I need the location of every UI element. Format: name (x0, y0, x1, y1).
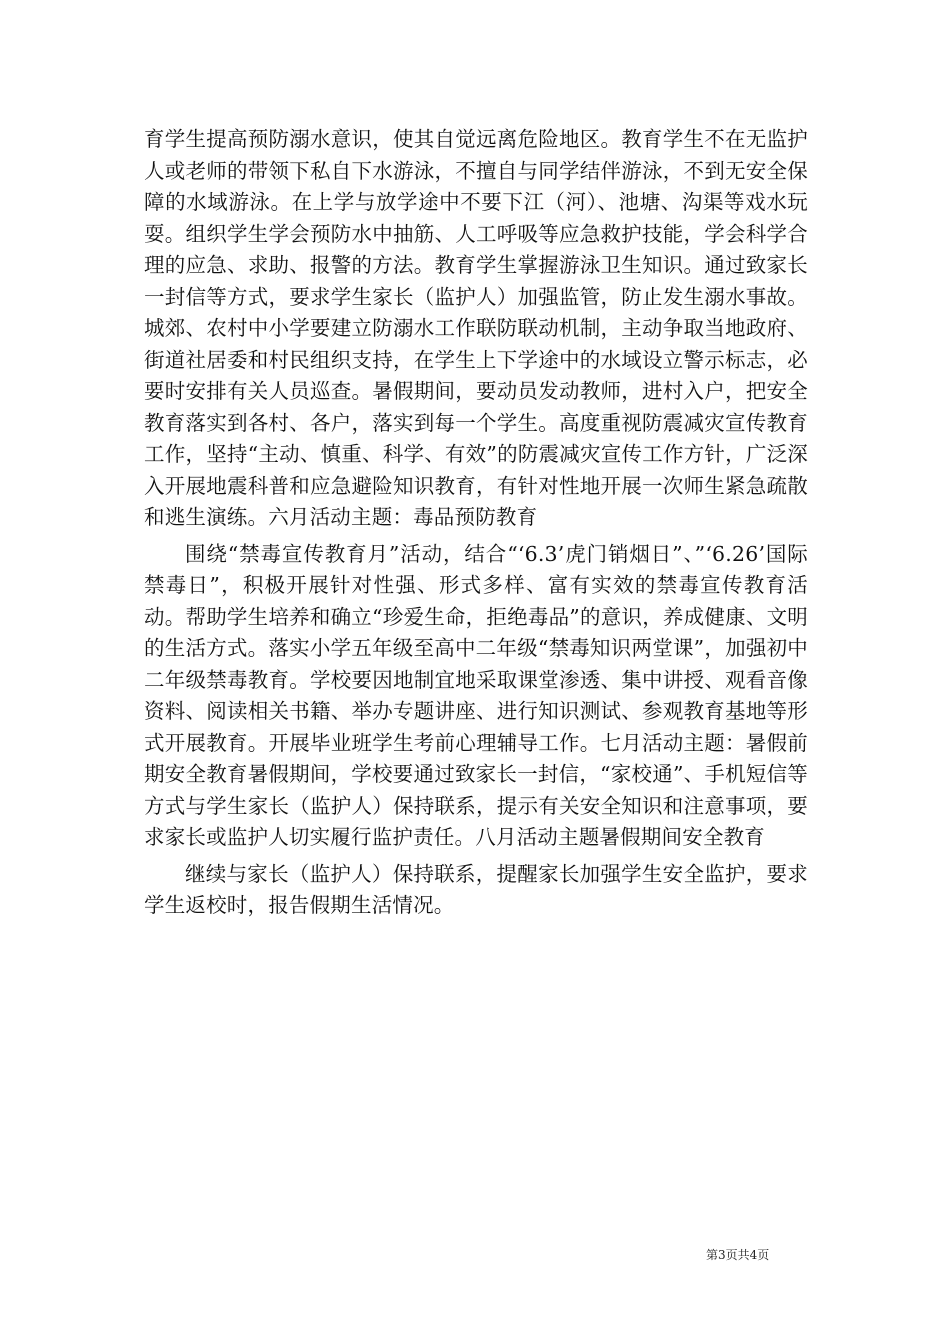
body-text (144, 124, 808, 922)
paragraph-3: 继续与家长（监护人）保持联系，提醒家长加强学生安全监护，要求学生返校时，报告假期生活情况。 (144, 861, 808, 917)
paragraph-2: 围绕“禁毒宣传教育月”活动，结合“‘6.3’虎门销烟日”、”‘6.26’国际禁毒日”，积极开展针对性强、形式多样、富有实效的禁毒宣传教育活动。帮助学生培养和确立“珍爱生命，拒绝毒品”的意识，养成健康、文明的生活方式。落实小学五年级至高中二年级“禁毒知识两堂课”，加强初中二年级禁毒教育。学校要因地制宜地采取课堂渗透、集中讲授、观看音像资料、阅读相关书籍、举办专题讲座、进行知识测试、参观教育基地等形式开展教育。开展毕业班学生考前心理辅导工作。七月活动主题：暑假前期安全教育暑假期间，学校要通过致家长一封信，“家校通”、手机短信等方式与学生家长（监护人）保持联系，提示有关安全知识和注意事项，要求家长或监护人切实履行监护责任。八月活动主题暑假期间安全教育 (144, 541, 808, 849)
paragraph-1: 育学生提高预防溺水意识，使其自觉远离危险地区。教育学生不在无监护人或老师的带领下私自下水游泳，不擅自与同学结伴游泳，不到无安全保障的水域游泳。在上学与放学途中不要下江（河）、池塘、沟渠等戏水玩耍。组织学生学会预防水中抽筋、人工呼吸等应急救护技能，学会科学合理的应急、求助、报警的方法。教育学生掌握游泳卫生知识。通过致家长一封信等方式，要求学生家长（监护人）加强监管，防止发生溺水事故。城郊、农村中小学要建立防溺水工作联防联动机制，主动争取当地政府、街道社居委和村民组织支持，在学生上下学途中的水域设立警示标志，必要时安排有关人员巡查。暑假期间，要动员发动教师，进村入户，把安全教育落实到各村、各户，落实到每一个学生。高度重视防震减灾宣传教育工作，坚持“主动、慎重、科学、有效”的防震减灾宣传工作方针，广泛深入开展地震科普和应急避险知识教育，有针对性地开展一次师生紧急疏散和逃生演练。六月活动主题：毒品预防教育 (144, 127, 808, 529)
page-number-footer: 第3页共4页 (706, 1248, 770, 1262)
